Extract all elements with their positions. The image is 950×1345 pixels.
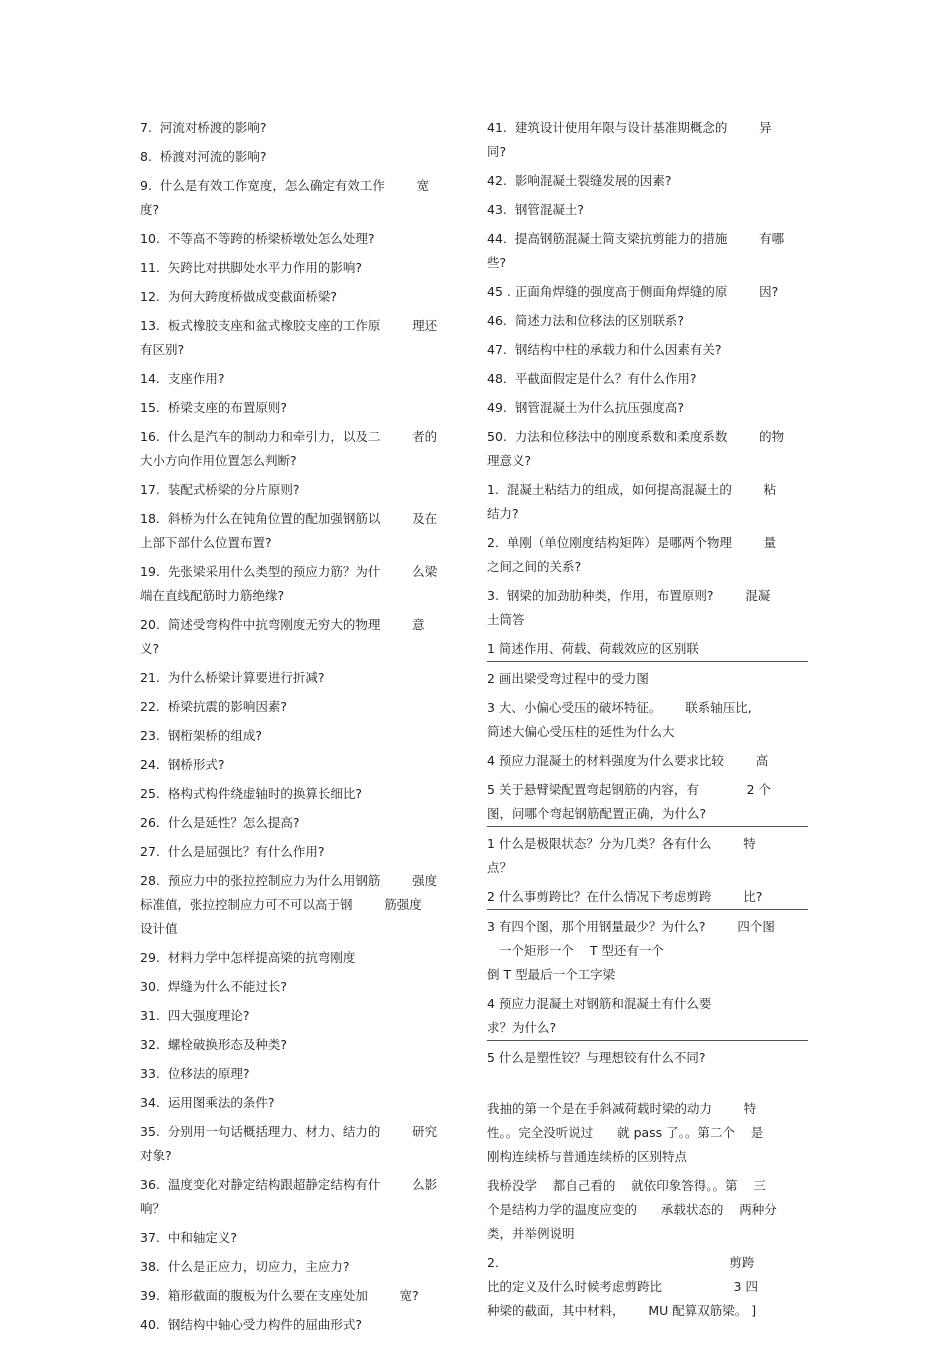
question-item <box>487 425 808 473</box>
question-line: 3. 钢梁的加劲肋种类，作用，布置原则? 混凝 <box>487 588 771 603</box>
question-item <box>487 309 808 333</box>
question-item <box>140 1091 458 1115</box>
question-line: 比的定义及什么时候考虑剪跨比 3 四 <box>487 1279 758 1294</box>
question-item <box>487 1075 808 1097</box>
question-item <box>140 367 458 391</box>
question-item <box>487 778 808 827</box>
question-item <box>140 1120 458 1168</box>
question-item <box>140 507 458 555</box>
question-line: 些? <box>487 255 507 270</box>
question-line: 简述大偏心受压柱的延性为什么大 <box>487 724 675 739</box>
question-line: 4 预应力混凝土的材料强度为什么要求比较 高 <box>487 753 769 768</box>
question-item <box>487 667 808 691</box>
question-line: 47. 钢结构中柱的承载力和什么因素有关? <box>487 342 722 357</box>
question-line: 23. 钢桁架桥的组成? <box>140 728 262 743</box>
question-item <box>487 584 808 632</box>
question-item <box>140 666 458 690</box>
question-line: 27. 什么是屈强比？有什么作用? <box>140 844 325 859</box>
question-item <box>140 869 458 941</box>
question-line: 15. 桥梁支座的布置原则? <box>140 400 287 415</box>
question-line: 29. 材料力学中怎样提高梁的抗弯刚度 <box>140 950 356 965</box>
question-item <box>487 637 808 662</box>
right-question-column <box>487 116 808 1323</box>
question-line: 44. 提高钢筋混凝土简支梁抗剪能力的措施 有哪 <box>487 231 785 246</box>
question-item <box>140 256 458 280</box>
question-line: 25. 格构式构件绕虚轴时的换算长细比? <box>140 786 362 801</box>
question-line: 1 简述作用、荷载、荷载效应的区别联 <box>487 641 699 656</box>
question-line: 3 有四个图，那个用钢量最少？为什么? 四个图 <box>487 919 775 934</box>
question-line: 45 . 正面角焊缝的强度高于侧面角焊缝的原 因? <box>487 284 779 299</box>
question-line: 43. 钢管混凝土? <box>487 202 584 217</box>
question-item <box>140 840 458 864</box>
question-line: 一个矩形一个 T 型还有一个 <box>487 943 664 958</box>
question-line: 性。。完全没听说过 就 pass 了。。第二个 是 <box>487 1125 764 1140</box>
question-line: 标准值，张拉控制应力可不可以高于钢 筋强度 <box>140 897 422 912</box>
question-line: 点？ <box>487 860 513 875</box>
question-line: 34. 运用图乘法的条件? <box>140 1095 275 1110</box>
question-line: 求？为什么? <box>487 1020 557 1035</box>
question-item <box>140 946 458 970</box>
question-item <box>140 314 458 362</box>
question-item <box>487 280 808 304</box>
question-item <box>487 169 808 193</box>
question-line: 2. 剪跨 <box>487 1255 755 1270</box>
question-item <box>487 227 808 275</box>
question-item <box>140 285 458 309</box>
question-line: 倒 T 型最后一个工字梁 <box>487 967 616 982</box>
question-line: 10. 不等高不等跨的桥梁桥墩处怎么处理? <box>140 231 375 246</box>
question-line: 响？ <box>140 1201 166 1216</box>
question-item <box>140 396 458 420</box>
question-line: 对象? <box>140 1148 172 1163</box>
question-line: 上部下部什么位置布置? <box>140 535 272 550</box>
question-item <box>140 1033 458 1057</box>
question-line: 31. 四大强度理论? <box>140 1008 250 1023</box>
question-line: 16. 什么是汽车的制动力和牵引力，以及二 者的 <box>140 429 438 444</box>
question-line: 40. 钢结构中轴心受力构件的屈曲形式? <box>140 1317 362 1332</box>
question-line: 个是结构力学的温度应变的 承载状态的 两种分 <box>487 1202 777 1217</box>
question-line: 49. 钢管混凝土为什么抗压强度高? <box>487 400 684 415</box>
question-line: 设计值 <box>140 921 178 936</box>
question-line: 2. 单刚（单位刚度结构矩阵）是哪两个物理 量 <box>487 535 777 550</box>
question-line: 土筒答 <box>487 612 525 627</box>
question-line: 50. 力法和位移法中的刚度系数和柔度系数 的物 <box>487 429 785 444</box>
question-line: 之间之间的关系? <box>487 559 582 574</box>
question-line: 24. 钢桥形式? <box>140 757 225 772</box>
question-line: 36. 温度变化对静定结构跟超静定结构有什 么影 <box>140 1177 438 1192</box>
question-item <box>487 1097 808 1169</box>
question-line: 46. 简述力法和位移法的区别联系? <box>487 313 684 328</box>
question-item <box>140 227 458 251</box>
question-item <box>140 695 458 719</box>
question-item <box>487 885 808 910</box>
left-question-column <box>140 116 458 1337</box>
question-line: 4 预应力混凝土对钢筋和混凝土有什么要 <box>487 996 712 1011</box>
question-line: 41. 建筑设计使用年限与设计基准期概念的 异 <box>487 120 772 135</box>
question-item <box>140 145 458 169</box>
question-line: 端在直线配筋时力筋绝缘? <box>140 588 285 603</box>
question-line: 11. 矢跨比对拱脚处水平力作用的影响? <box>140 260 362 275</box>
question-line: 33. 位移法的原理? <box>140 1066 250 1081</box>
question-line: 类，并举例说明 <box>487 1226 575 1241</box>
question-item <box>140 1255 458 1279</box>
question-line: 有区别? <box>140 342 185 357</box>
question-item <box>487 1046 808 1070</box>
question-line: 8. 桥渡对河流的影响? <box>140 149 267 164</box>
question-line: 5 什么是塑性铰？与理想铰有什么不同? <box>487 1050 706 1065</box>
question-item <box>487 1251 808 1323</box>
question-line: 39. 箱形截面的腹板为什么要在支座处加 宽? <box>140 1288 419 1303</box>
question-item <box>140 724 458 748</box>
question-item <box>487 396 808 420</box>
question-item <box>487 1174 808 1246</box>
question-line: 刚构连续桥与普通连续桥的区别特点 <box>487 1149 688 1164</box>
question-item <box>140 782 458 806</box>
question-line: 48. 平截面假定是什么？有什么作用? <box>487 371 697 386</box>
question-line: 12. 为何大跨度桥做成变截面桥梁? <box>140 289 337 304</box>
question-item <box>140 1062 458 1086</box>
question-item <box>487 832 808 880</box>
question-item <box>140 1226 458 1250</box>
question-line: 2 画出梁受弯过程中的受力图 <box>487 671 649 686</box>
question-line: 种梁的截面，其中材料， MU 配算双筋梁。 ] <box>487 1303 757 1318</box>
question-item <box>140 116 458 140</box>
question-item <box>140 1284 458 1308</box>
question-line: 2 什么事剪跨比？在什么情况下考虑剪跨 比? <box>487 889 763 904</box>
question-item <box>140 174 458 222</box>
question-line: 38. 什么是正应力，切应力，主应力? <box>140 1259 350 1274</box>
question-line: 22. 桥梁抗震的影响因素? <box>140 699 287 714</box>
question-line: 7. 河流对桥渡的影响? <box>140 120 267 135</box>
question-line: 图，问哪个弯起钢筋配置正确，为什么? <box>487 806 707 821</box>
question-item <box>140 613 458 661</box>
question-line: 21. 为什么桥梁计算要进行折减? <box>140 670 325 685</box>
question-item <box>140 1004 458 1028</box>
question-line: 13. 板式橡胶支座和盆式橡胶支座的工作原 理还 <box>140 318 438 333</box>
question-line: 35. 分别用一句话概括理力、材力、结力的 研究 <box>140 1124 438 1139</box>
question-line: 20. 简述受弯构件中抗弯刚度无穷大的物理 意 <box>140 617 425 632</box>
question-line: 30. 焊缝为什么不能过长? <box>140 979 287 994</box>
question-item <box>487 531 808 579</box>
question-line: 14. 支座作用? <box>140 371 225 386</box>
question-item <box>487 696 808 744</box>
question-item <box>487 116 808 164</box>
question-item <box>140 1173 458 1221</box>
question-line: 42. 影响混凝土裂缝发展的因素? <box>487 173 672 188</box>
question-item <box>140 425 458 473</box>
question-item <box>487 749 808 773</box>
question-item <box>487 367 808 391</box>
question-item <box>140 560 458 608</box>
question-line: 1 什么是极限状态？分为几类？各有什么 特 <box>487 836 756 851</box>
question-item <box>140 975 458 999</box>
question-item <box>487 198 808 222</box>
question-line: 大小方向作用位置怎么判断? <box>140 453 297 468</box>
question-line: 我桥没学 都自己看的 就依印象答得。。第 三 <box>487 1178 766 1193</box>
question-item <box>140 753 458 777</box>
question-line: 18. 斜桥为什么在钝角位置的配加强钢筋以 及在 <box>140 511 438 526</box>
question-line: 结力? <box>487 506 519 521</box>
question-line: 3 大、小偏心受压的破坏特征。 联系轴压比, <box>487 700 752 715</box>
question-line: 同? <box>487 144 507 159</box>
question-item <box>140 1313 458 1337</box>
question-line: 37. 中和轴定义? <box>140 1230 237 1245</box>
question-line: 我抽的第一个是在手斜减荷载时梁的动力 特 <box>487 1101 757 1116</box>
question-line: 32. 螺栓破换形态及种类? <box>140 1037 287 1052</box>
question-item <box>487 915 808 987</box>
question-line: 5 关于悬臂梁配置弯起钢筋的内容，有 2 个 <box>487 782 772 797</box>
question-item <box>140 478 458 502</box>
question-line: 9. 什么是有效工作宽度，怎么确定有效工作 宽 <box>140 178 430 193</box>
question-item <box>487 478 808 526</box>
question-line: 19. 先张梁采用什么类型的预应力筋？为什 么梁 <box>140 564 438 579</box>
question-line: 26. 什么是延性？怎么提高? <box>140 815 300 830</box>
question-line: 28. 预应力中的张拉控制应力为什么用钢筋 强度 <box>140 873 438 888</box>
question-item <box>140 811 458 835</box>
question-item <box>487 992 808 1041</box>
question-line: 理意义? <box>487 453 532 468</box>
question-item <box>487 338 808 362</box>
question-line: 义? <box>140 641 160 656</box>
question-line: 1. 混凝土粘结力的组成，如何提高混凝土的 粘 <box>487 482 777 497</box>
question-line: 度? <box>140 202 160 217</box>
question-line: 17. 装配式桥梁的分片原则? <box>140 482 300 497</box>
